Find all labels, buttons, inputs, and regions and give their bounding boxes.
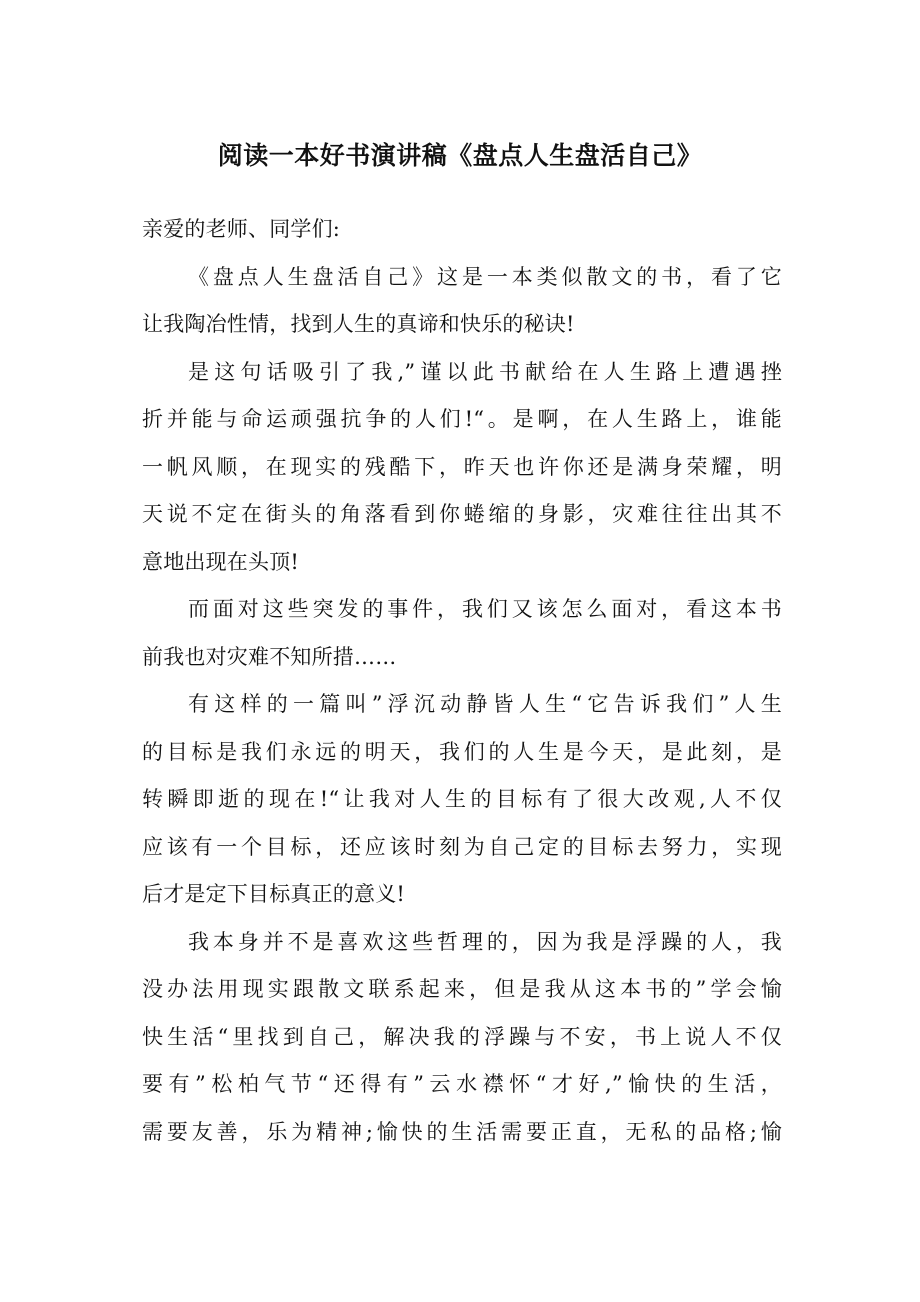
text-line: 前我也对灾难不知所措…… (142, 644, 397, 669)
text-line: 后才是定下目标真正的意义! (142, 882, 406, 906)
text-line: 意地出现在头顶! (142, 549, 300, 574)
text-line: 的目标是我们永远的明天，我们的人生是今天，是此刻，是 (142, 739, 782, 764)
text-line: 亲爱的老师、同学们: (142, 217, 341, 241)
text-line: 而面对这些突发的事件，我们又该怎么面对，看这本书 (188, 597, 782, 621)
text-line: 让我陶冶性情，找到人生的真谛和快乐的秘诀! (142, 312, 575, 336)
text-line: 有这样的一篇叫”浮沉动静皆人生“它告诉我们”人生 (188, 692, 782, 716)
text-line: 要有”松柏气节“还得有”云水襟怀“才好,”愉快的生活， (142, 1072, 782, 1096)
text-line: 我本身并不是喜欢这些哲理的，因为我是浮躁的人，我 (188, 929, 782, 954)
text-line: 没办法用现实跟散文联系起来，但是我从这本书的”学会愉 (142, 977, 782, 1001)
document-title: 阅读一本好书演讲稿《盘点人生盘活自己》 (217, 141, 703, 170)
document-body (142, 206, 782, 1156)
text-line: 需要友善，乐为精神;愉快的生活需要正直，无私的品格;愉 (142, 1119, 782, 1144)
text-line: 天说不定在街头的角落看到你蜷缩的身影，灾难往往出其不 (142, 502, 782, 526)
text-line: 转瞬即逝的现在!“让我对人生的目标有了很大改观,人不仅 (142, 787, 782, 811)
text-line: 快生活“里找到自己，解决我的浮躁与不安，书上说人不仅 (142, 1024, 782, 1049)
text-line: 《盘点人生盘活自己》这是一本类似散文的书，看了它 (188, 264, 782, 289)
text-line: 折并能与命运顽强抗争的人们!“。是啊，在人生路上，谁能 (142, 407, 782, 431)
text-line: 一帆风顺，在现实的残酷下，昨天也许你还是满身荣耀，明 (142, 454, 782, 479)
text-line: 应该有一个目标，还应该时刻为自己定的目标去努力，实现 (142, 834, 782, 859)
text-line: 是这句话吸引了我,”谨以此书献给在人生路上遭遇挫 (188, 359, 782, 384)
